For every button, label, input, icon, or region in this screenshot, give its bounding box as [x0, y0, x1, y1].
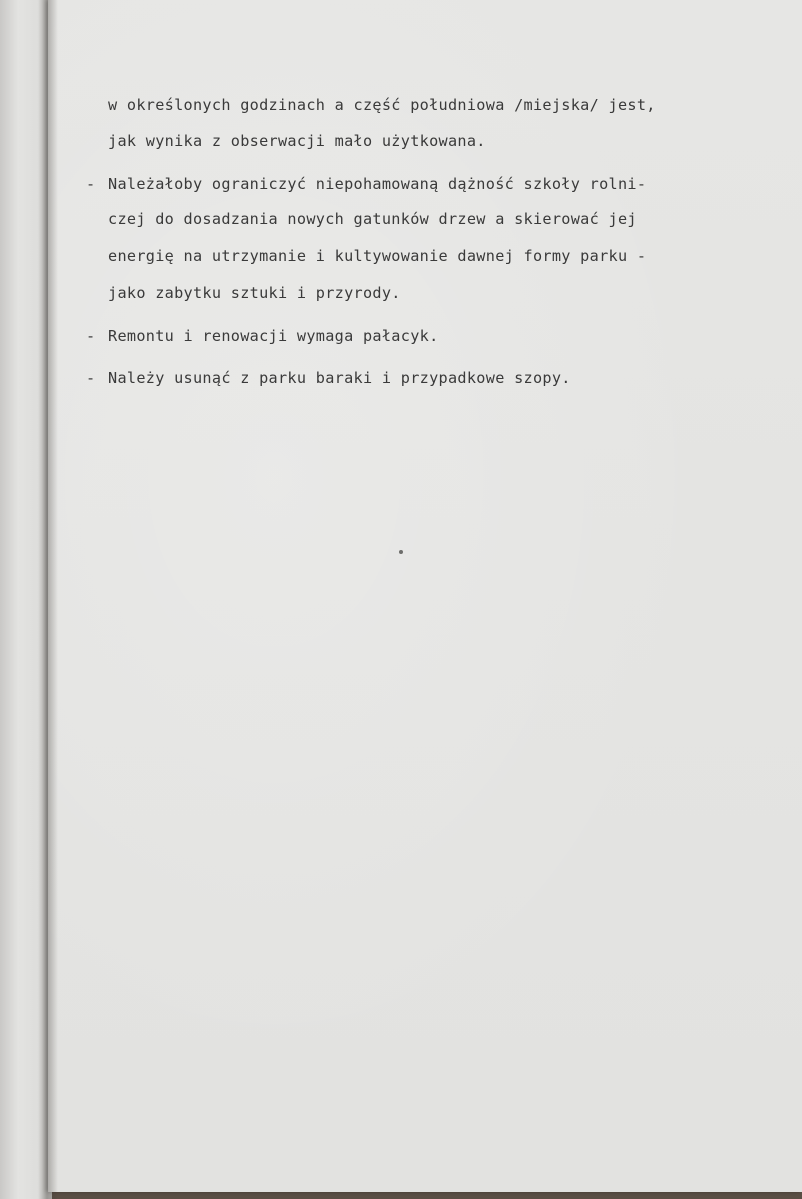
bullet-dash: -	[86, 327, 96, 345]
bullet-dash: -	[86, 175, 96, 193]
text-line: jak wynika z obserwacji mało użytkowana.	[108, 132, 486, 150]
text-line: Remontu i renowacji wymaga pałacyk.	[108, 327, 439, 345]
text-line: jako zabytku sztuki i przyrody.	[108, 284, 401, 302]
text-line: Należałoby ograniczyć niepohamowaną dążność szkoły rolni-	[108, 175, 647, 193]
paper-speck	[399, 550, 403, 554]
document-page	[48, 0, 802, 1192]
text-line: energię na utrzymanie i kultywowanie dawnej formy parku -	[108, 247, 647, 265]
typewritten-text	[48, 0, 802, 1192]
text-line: w określonych godzinach a część południowa /miejska/ jest,	[108, 96, 656, 114]
binding-shadow	[38, 0, 58, 1199]
text-line: czej do dosadzania nowych gatunków drzew a skierować jej	[108, 210, 637, 228]
bullet-dash: -	[86, 369, 96, 387]
text-line: Należy usunąć z parku baraki i przypadkowe szopy.	[108, 369, 571, 387]
